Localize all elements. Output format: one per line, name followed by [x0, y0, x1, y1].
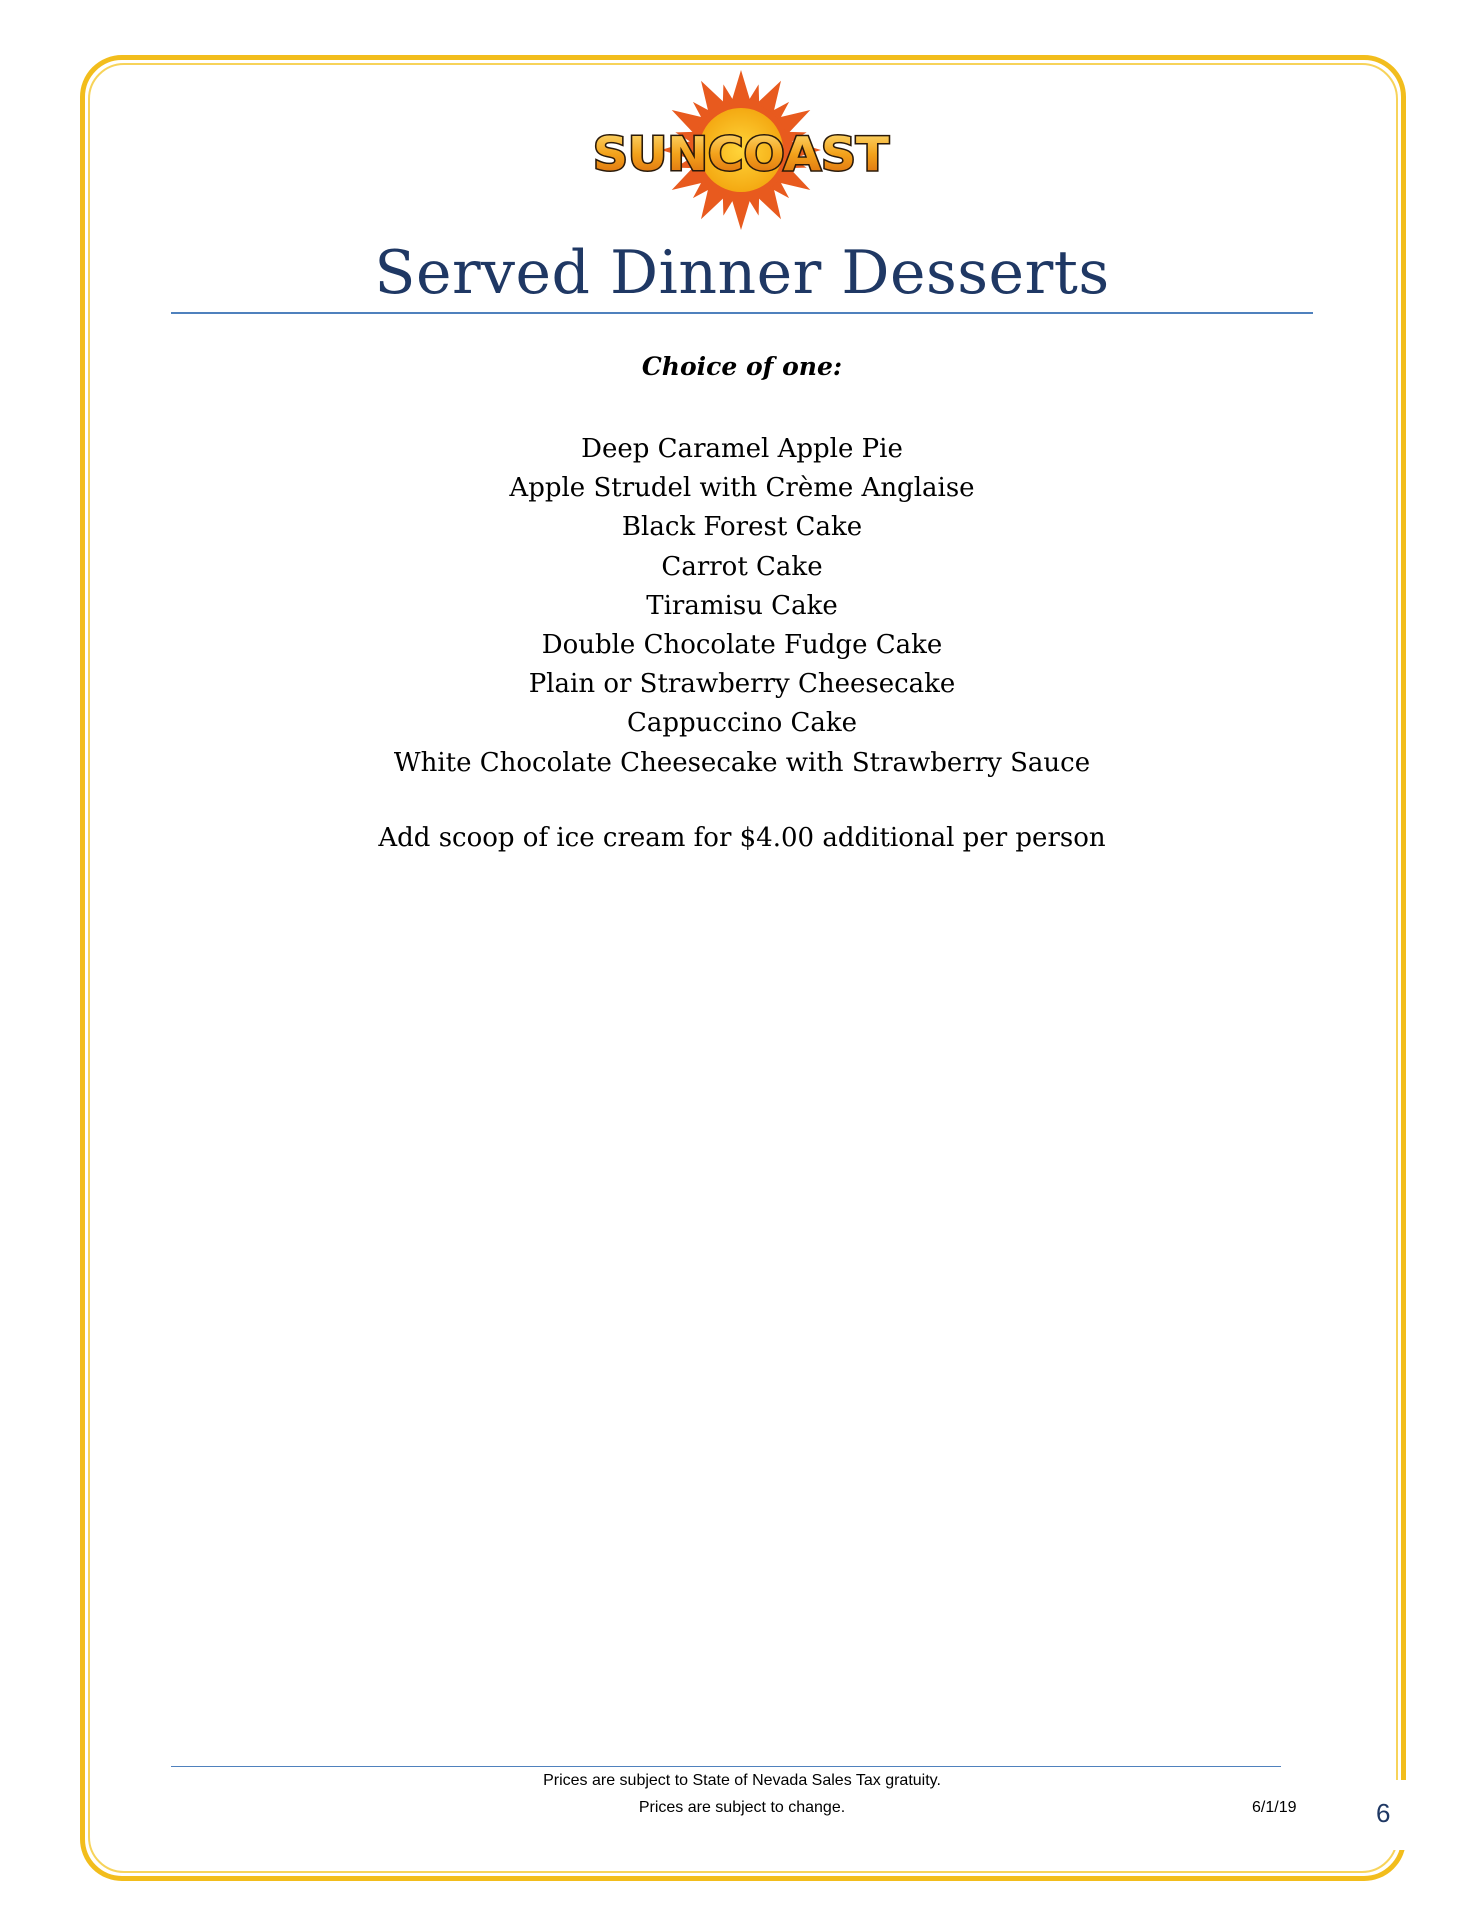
- footer-date: 6/1/19: [1252, 1799, 1297, 1816]
- list-item: Apple Strudel with Crème Anglaise: [509, 473, 975, 504]
- page-title: Served Dinner Desserts: [374, 238, 1110, 308]
- menu-subtitle: Choice of one:: [641, 352, 843, 381]
- addon-note: Add scoop of ice cream for $4.00 additional per person: [378, 823, 1106, 853]
- dessert-list: [0, 430, 1484, 783]
- list-item: Double Chocolate Fudge Cake: [541, 630, 943, 661]
- suncoast-logo: [586, 62, 896, 232]
- footer-change-note: Prices are subject to change.: [638, 1799, 846, 1816]
- list-item: Tiramisu Cake: [646, 590, 838, 621]
- page-number: 6: [1376, 1798, 1391, 1828]
- page-border-inner: [88, 63, 1398, 1873]
- list-item: Black Forest Cake: [621, 512, 863, 543]
- list-item: Cappuccino Cake: [626, 708, 858, 739]
- title-divider: [171, 312, 1313, 314]
- footer-divider: [171, 1766, 1281, 1767]
- list-item: White Chocolate Cheesecake with Strawberry Sauce: [393, 747, 1091, 778]
- list-item: Plain or Strawberry Cheesecake: [528, 669, 956, 700]
- list-item: Deep Caramel Apple Pie: [581, 434, 903, 464]
- footer-tax-note: Prices are subject to State of Nevada Sales Tax gratuity.: [543, 1772, 941, 1789]
- logo-wordmark: SUNCOAST: [593, 127, 890, 181]
- list-item: Carrot Cake: [661, 551, 823, 582]
